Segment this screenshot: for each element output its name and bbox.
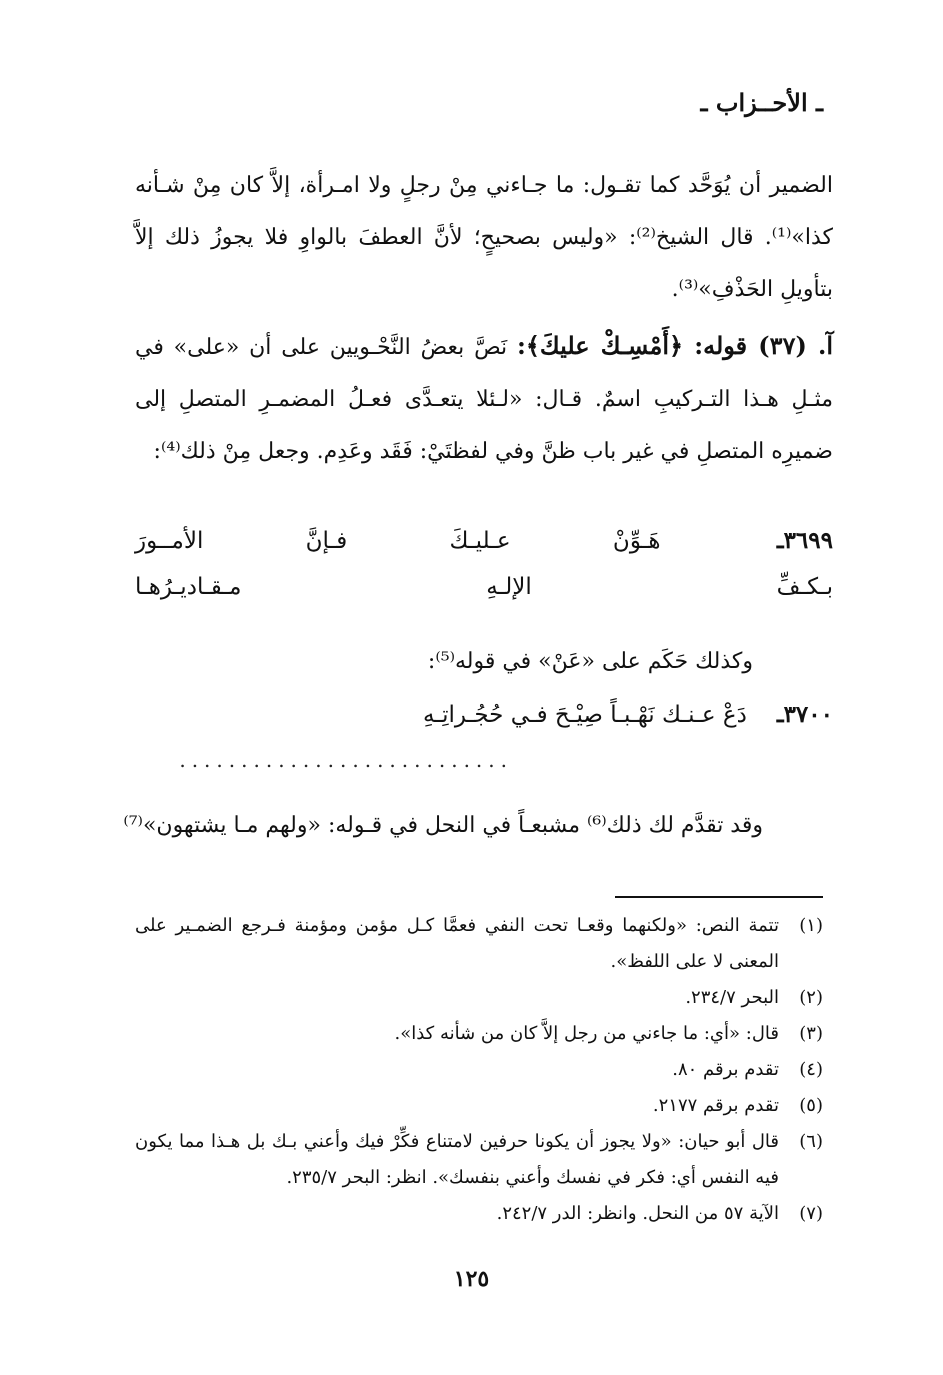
verse-line (135, 692, 833, 738)
footnote-item (135, 1088, 823, 1124)
footnote-item (135, 980, 823, 1016)
verse-word: الأمــورَ (135, 528, 204, 554)
verse-number: ٣٦٩٩ـ (776, 527, 833, 554)
paragraph-1: الضمير أن يُوَحَّد كما تقـول: ما جـاءني مِنْ رجلٍ ولا امـرأة، إلاَّ كان مِنْ شـأنه كذا»⁽¹⁾. قال الشيخ⁽²⁾: «وليس بصحيحٍ؛ لأنَّ العطفَ بالواوِ فلا يجوزُ ذلك إلاَّ بتأويلِ الحَذْفِ»⁽³⁾. (135, 173, 833, 302)
footnote-item (135, 908, 823, 980)
verse-word: مـقـاديـرُهـا (135, 574, 242, 600)
paragraph-2-text: نَصَّ بعضُ النَّحْـويين على أن «على» في مثـلِ هـذا التـركيبِ اسمٌ. قـال: «لـئلا يتعـدَّى فعـلُ المضمـرِ المتصلِ إلى ضميرِه المتصلِ في غير باب ظنَّ وفي لفظتَيْ: فَقَد وعَدِم. وجعل مِنْ ذلك⁽⁴⁾: (135, 335, 833, 464)
footnote-text: البحر ٢٣٤/٧. (685, 987, 779, 1008)
verse-number: ٣٧٠٠ـ (776, 701, 833, 728)
poetry-verse-3700 (135, 692, 833, 738)
poetry-verse-3699 (135, 518, 833, 610)
paragraph-3: وقد تقدَّم لك ذلك⁽⁶⁾ مشبعـاً في النحل في قـوله: «ولهم مـا يشتهون»⁽⁷⁾ (123, 813, 763, 838)
footnotes-list (135, 908, 823, 1232)
footnote-text: الآية ٥٧ من النحل. وانظر: الدر ٢٤٢/٧. (496, 1203, 779, 1224)
verse-word: الإلـهِ (486, 574, 532, 600)
verse-line-1 (135, 518, 833, 564)
verse-line-2 (135, 564, 833, 610)
running-header: ـ الأحــزاب ـ (700, 88, 823, 117)
verse-word: فـإنَّ (305, 528, 348, 554)
footnote-text: قال أبو حيان: «ولا يجوز أن يكونا حرفين لامتناع فكِّرْ فيك وأعني بـك بل هـذا مما يكون فيه النفس أي: فكر في نفسك وأعني بنفسك». انظر: البحر ٢٣٥/٧. (135, 1131, 779, 1188)
footnote-number: (٥) (799, 1095, 823, 1116)
footnote-number: (٢) (799, 987, 823, 1008)
footnote-item (135, 1124, 823, 1196)
footnote-number: (٤) (799, 1059, 823, 1080)
footnote-text: قال: «أي: ما جاءني من رجل إلاَّ كان من شأنه كذا». (394, 1023, 779, 1044)
footnote-item (135, 1196, 823, 1232)
footnote-number: (٧) (799, 1203, 823, 1224)
footnote-item (135, 1052, 823, 1088)
verse-reference: آ. (٣٧) قوله: ﴿أَمْسِـكْ عليكَ﴾: (516, 331, 834, 360)
verse-word: بـكـفِّ (776, 574, 833, 600)
page-number: ١٢٥ (453, 1266, 490, 1292)
footnote-number: (٣) (799, 1023, 823, 1044)
footnote-text: تقدم برقم ٨٠. (672, 1059, 779, 1080)
footnote-number: (١) (799, 915, 823, 936)
paragraph-2 (135, 320, 833, 478)
footnote-text: تتمة النص: «ولكنهما وقعـا تحت النفي فعمَّا كـل مؤمن ومؤمنة فـرجع الضمـير على المعنى لا على اللفظ». (135, 915, 779, 972)
footnote-separator (615, 896, 823, 898)
verse-word: عـليـكَ (449, 528, 511, 554)
ellipsis-line: ........................... (179, 748, 513, 772)
footnote-text: تقدم برقم ٢١٧٧. (652, 1095, 779, 1116)
footnote-number: (٦) (799, 1131, 823, 1152)
verse-text: دَعْ عـنـك نَهْـبـاً صِيْـحَ فـي حُجُـراتِـهِ (423, 702, 747, 728)
transition-sentence: وكذلك حَكَم على «عَنْ» في قوله⁽⁵⁾: (427, 649, 753, 674)
footnote-item (135, 1016, 823, 1052)
verse-word: هَـوِّنْ (612, 528, 661, 554)
